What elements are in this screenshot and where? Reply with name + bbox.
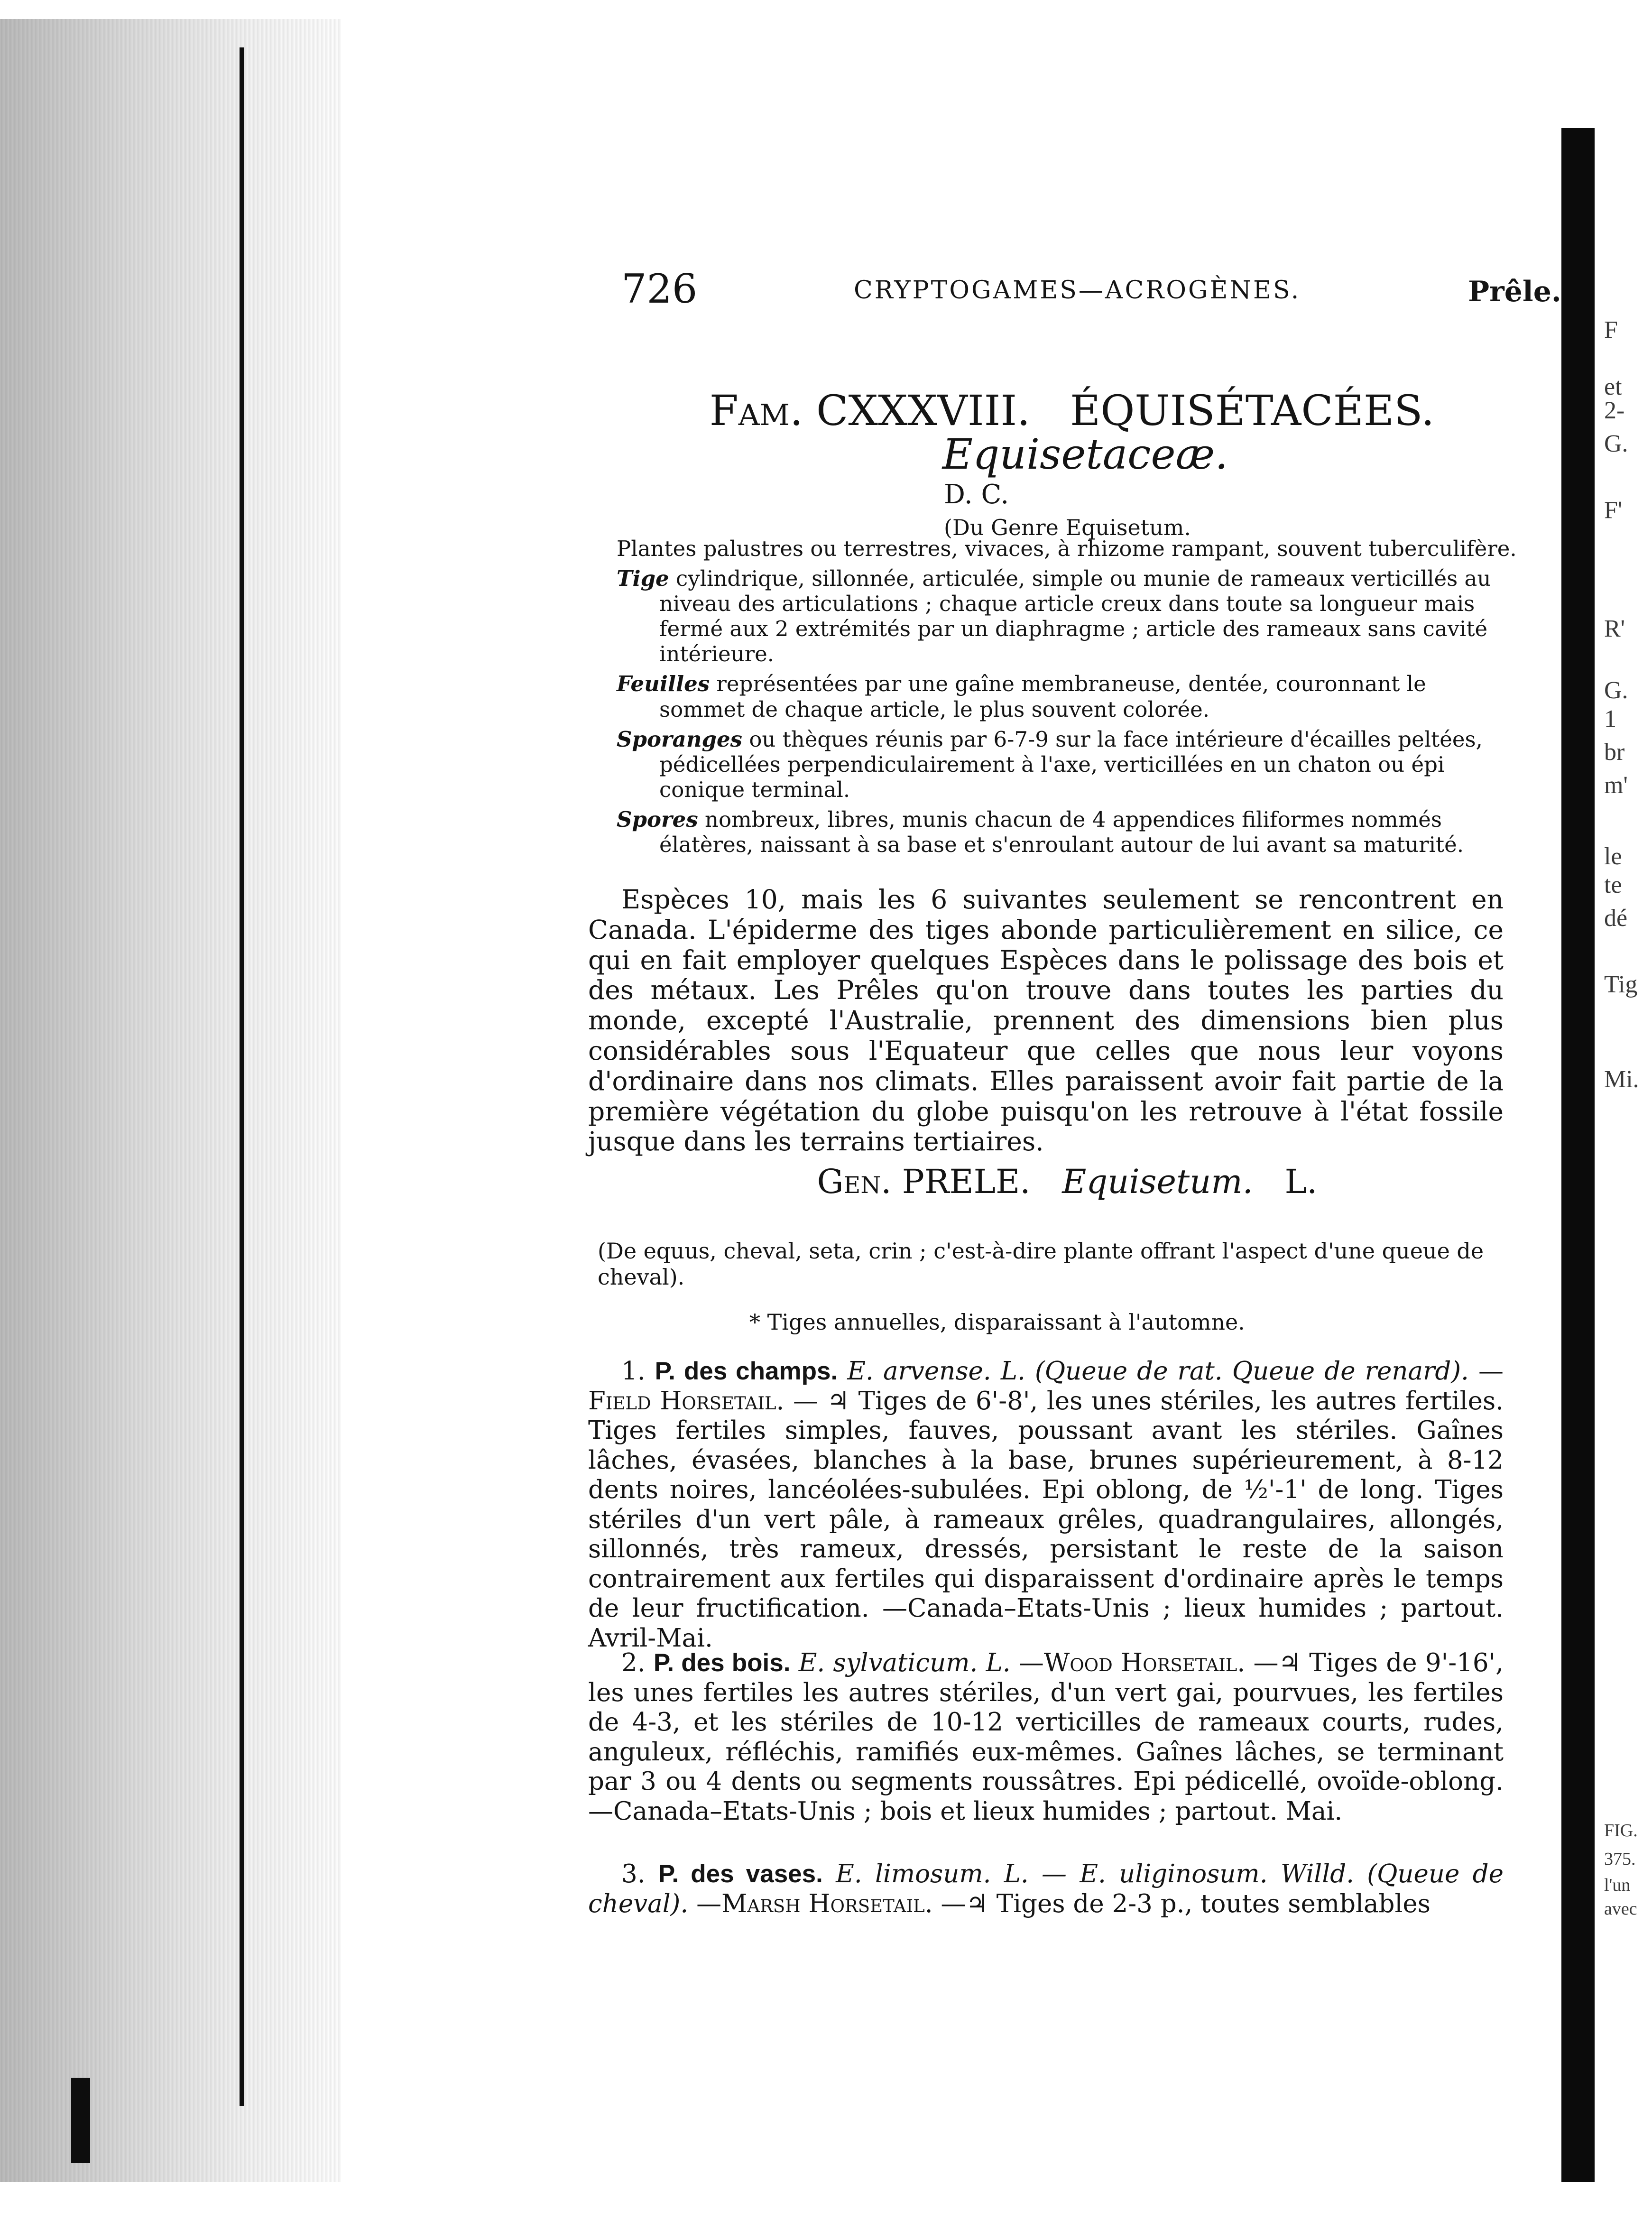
fragment: le [1604, 843, 1622, 870]
binding-line-left-2 [71, 2078, 90, 2163]
intro-text: Espèces 10, mais les 6 suivantes seulement se rencontrent en Canada. L'épiderme des tiges abonde particulièrement en silice, ce qui en fait employer quelques Espèces dans le polissage des bois et des métaux. Les Prêles qu'on trouve dans toutes les parties du monde, excepté l'Australie, prennent des dimensions bien plus considérables sous l'Equateur que celles que nous leur voyons d'ordinaire dans nos climats. Elles paraissent avoir fait partie de la première végétation du globe puisqu'on les retrouve à l'état fossile jusque dans les terrains tertiaires. [588, 884, 1504, 1157]
fragment: Mi. [1604, 1066, 1639, 1093]
species-english: —Wood Horsetail. [1018, 1648, 1246, 1677]
fragment: F [1604, 316, 1618, 343]
family-description [617, 536, 1518, 862]
binding-line-left [240, 47, 244, 2106]
species-common: (Queue de cheval). [588, 1860, 1504, 1918]
species-entry [588, 1357, 1504, 1653]
genus-prefix: Gen. [817, 1162, 892, 1201]
species-name: P. des bois. [653, 1649, 791, 1677]
family-derivation: (Du Genre Equisetum. [944, 515, 1191, 540]
genus-name: PRELE. [902, 1162, 1031, 1201]
species-name: P. des champs. [655, 1357, 838, 1385]
description-line: Tige cylindrique, sillonnée, articulée, simple ou munie de rameaux verticillés au niveau des articulations ; chaque article creux dans toute sa longueur mais fermé aux 2 extrémités par un diaphragme ; article des rameaux sans cavité intérieure. [617, 566, 1491, 667]
running-title: CRYPTOGAMES—ACROGÈNES. [854, 276, 1301, 305]
family-heading [617, 386, 1527, 479]
adjacent-page-fragments [1604, 85, 1652, 1919]
section-note: * Tiges annuelles, disparaissant à l'automne. [749, 1309, 1245, 1335]
genus-author: L. [1284, 1162, 1318, 1201]
intro-paragraph [588, 885, 1504, 1157]
species-latin: E. arvense. L. [847, 1357, 1025, 1386]
genus-latin: Equisetum. [1062, 1162, 1253, 1201]
family-author: D. C. [944, 479, 1009, 510]
species-name: P. des vases. [658, 1860, 823, 1888]
fragment: m' [1604, 772, 1628, 799]
fragment: te [1604, 871, 1622, 898]
species-entry [588, 1860, 1504, 1919]
species-number: 1. [621, 1357, 646, 1386]
fragment: 1 [1604, 705, 1616, 732]
family-name: ÉQUISÉTACÉES. [1070, 386, 1435, 435]
species-english: —Field Horsetail. [588, 1357, 1504, 1416]
fragment: F' [1604, 497, 1623, 524]
binding-shadow-right [1561, 128, 1595, 2182]
family-latin: Equisetaceæ. [942, 430, 1228, 479]
fragment: G. [1604, 677, 1628, 704]
fragment: FIG. [1604, 1821, 1638, 1841]
description-line: Sporanges ou thèques réunis par 6-7-9 sur la face intérieure d'écailles peltées, pédicellées perpendiculairement à l'axe, verticillées en un chaton ou épi conique terminal. [617, 726, 1483, 802]
species-english: —Marsh Horsetail. [696, 1889, 933, 1918]
fragment: avec [1604, 1899, 1637, 1919]
page-number: 726 [621, 266, 698, 312]
description-line: Plantes palustres ou terrestres, vivaces, à rhizome rampant, souvent tuberculifère. [617, 536, 1517, 561]
family-prefix: Fam. [709, 386, 803, 435]
description-line: Feuilles représentées par une gaîne membraneuse, dentée, couronnant le sommet de chaque article, le plus souvent colorée. [617, 671, 1426, 722]
species-number: 2. [621, 1648, 646, 1677]
fragment: 2- [1604, 397, 1625, 424]
description-line: Spores nombreux, libres, munis chacun de 4 appendices filiformes nommés élatères, naissant à sa base et s'enroulant autour de lui avant sa maturité. [617, 806, 1464, 858]
species-number: 3. [621, 1860, 646, 1888]
fragment: br [1604, 739, 1625, 766]
fragment: et [1604, 373, 1622, 400]
species-text: — ♃ Tiges de 6'-8', les unes stériles, les autres fertiles. Tiges fertiles simples, fauves, poussant avant les stériles. Gaînes lâches, évasées, blanches à la base, brunes supérieurement, à 8-12 dents noires, lancéolées-subulées. Epi oblong, de ½'-1' de long. Tiges stériles d'un vert pâle, à rameaux grêles, quadrangulaires, allongés, sillonnés, très rameux, dressés, persistant le reste de la saison contrairement aux fertiles qui disparaissent d'ordinaire après le temps de leur fructification. —Canada–Etats-Unis ; lieux humides ; partout. Avril-Mai. [588, 1386, 1504, 1653]
family-number: CXXXVIII. [816, 386, 1031, 435]
genus-etymology: (De equus, cheval, seta, crin ; c'est-à-dire plante offrant l'aspect d'une queue de cheval). [598, 1238, 1484, 1290]
species-latin: E. sylvaticum. L. [798, 1648, 1011, 1677]
section-title: Prêle. [1468, 275, 1561, 308]
species-common: (Queue de rat. Queue de renard). [1034, 1357, 1469, 1386]
fragment: Tig [1604, 971, 1638, 998]
fragment: G. [1604, 430, 1628, 457]
genus-heading [617, 1162, 1518, 1201]
running-head [588, 266, 1561, 313]
species-entry [588, 1648, 1504, 1826]
fragment: l'un [1604, 1875, 1631, 1895]
fragment: R' [1604, 615, 1625, 642]
fragment: dé [1604, 905, 1628, 932]
scan-noise-left [0, 19, 341, 2182]
species-text: —♃ Tiges de 2-3 p., toutes semblables [941, 1889, 1431, 1918]
species-latin: E. limosum. L. — E. uliginosum. Willd. [836, 1860, 1354, 1888]
fragment: 375. [1604, 1849, 1636, 1869]
species-text: —♃ Tiges de 9'-16', les unes fertiles les autres stériles, d'un vert gai, pourvues, les fertiles de 4-3, et les stériles de 10-12 verticilles de rameaux courts, rudes, anguleux, réfléchis, ramifiés eux-mêmes. Gaînes lâches, se terminant par 3 ou 4 dents ou segments roussâtres. Epi pédicellé, ovoïde-oblong.—Canada–Etats-Unis ; bois et lieux humides ; partout. Mai. [588, 1648, 1504, 1826]
